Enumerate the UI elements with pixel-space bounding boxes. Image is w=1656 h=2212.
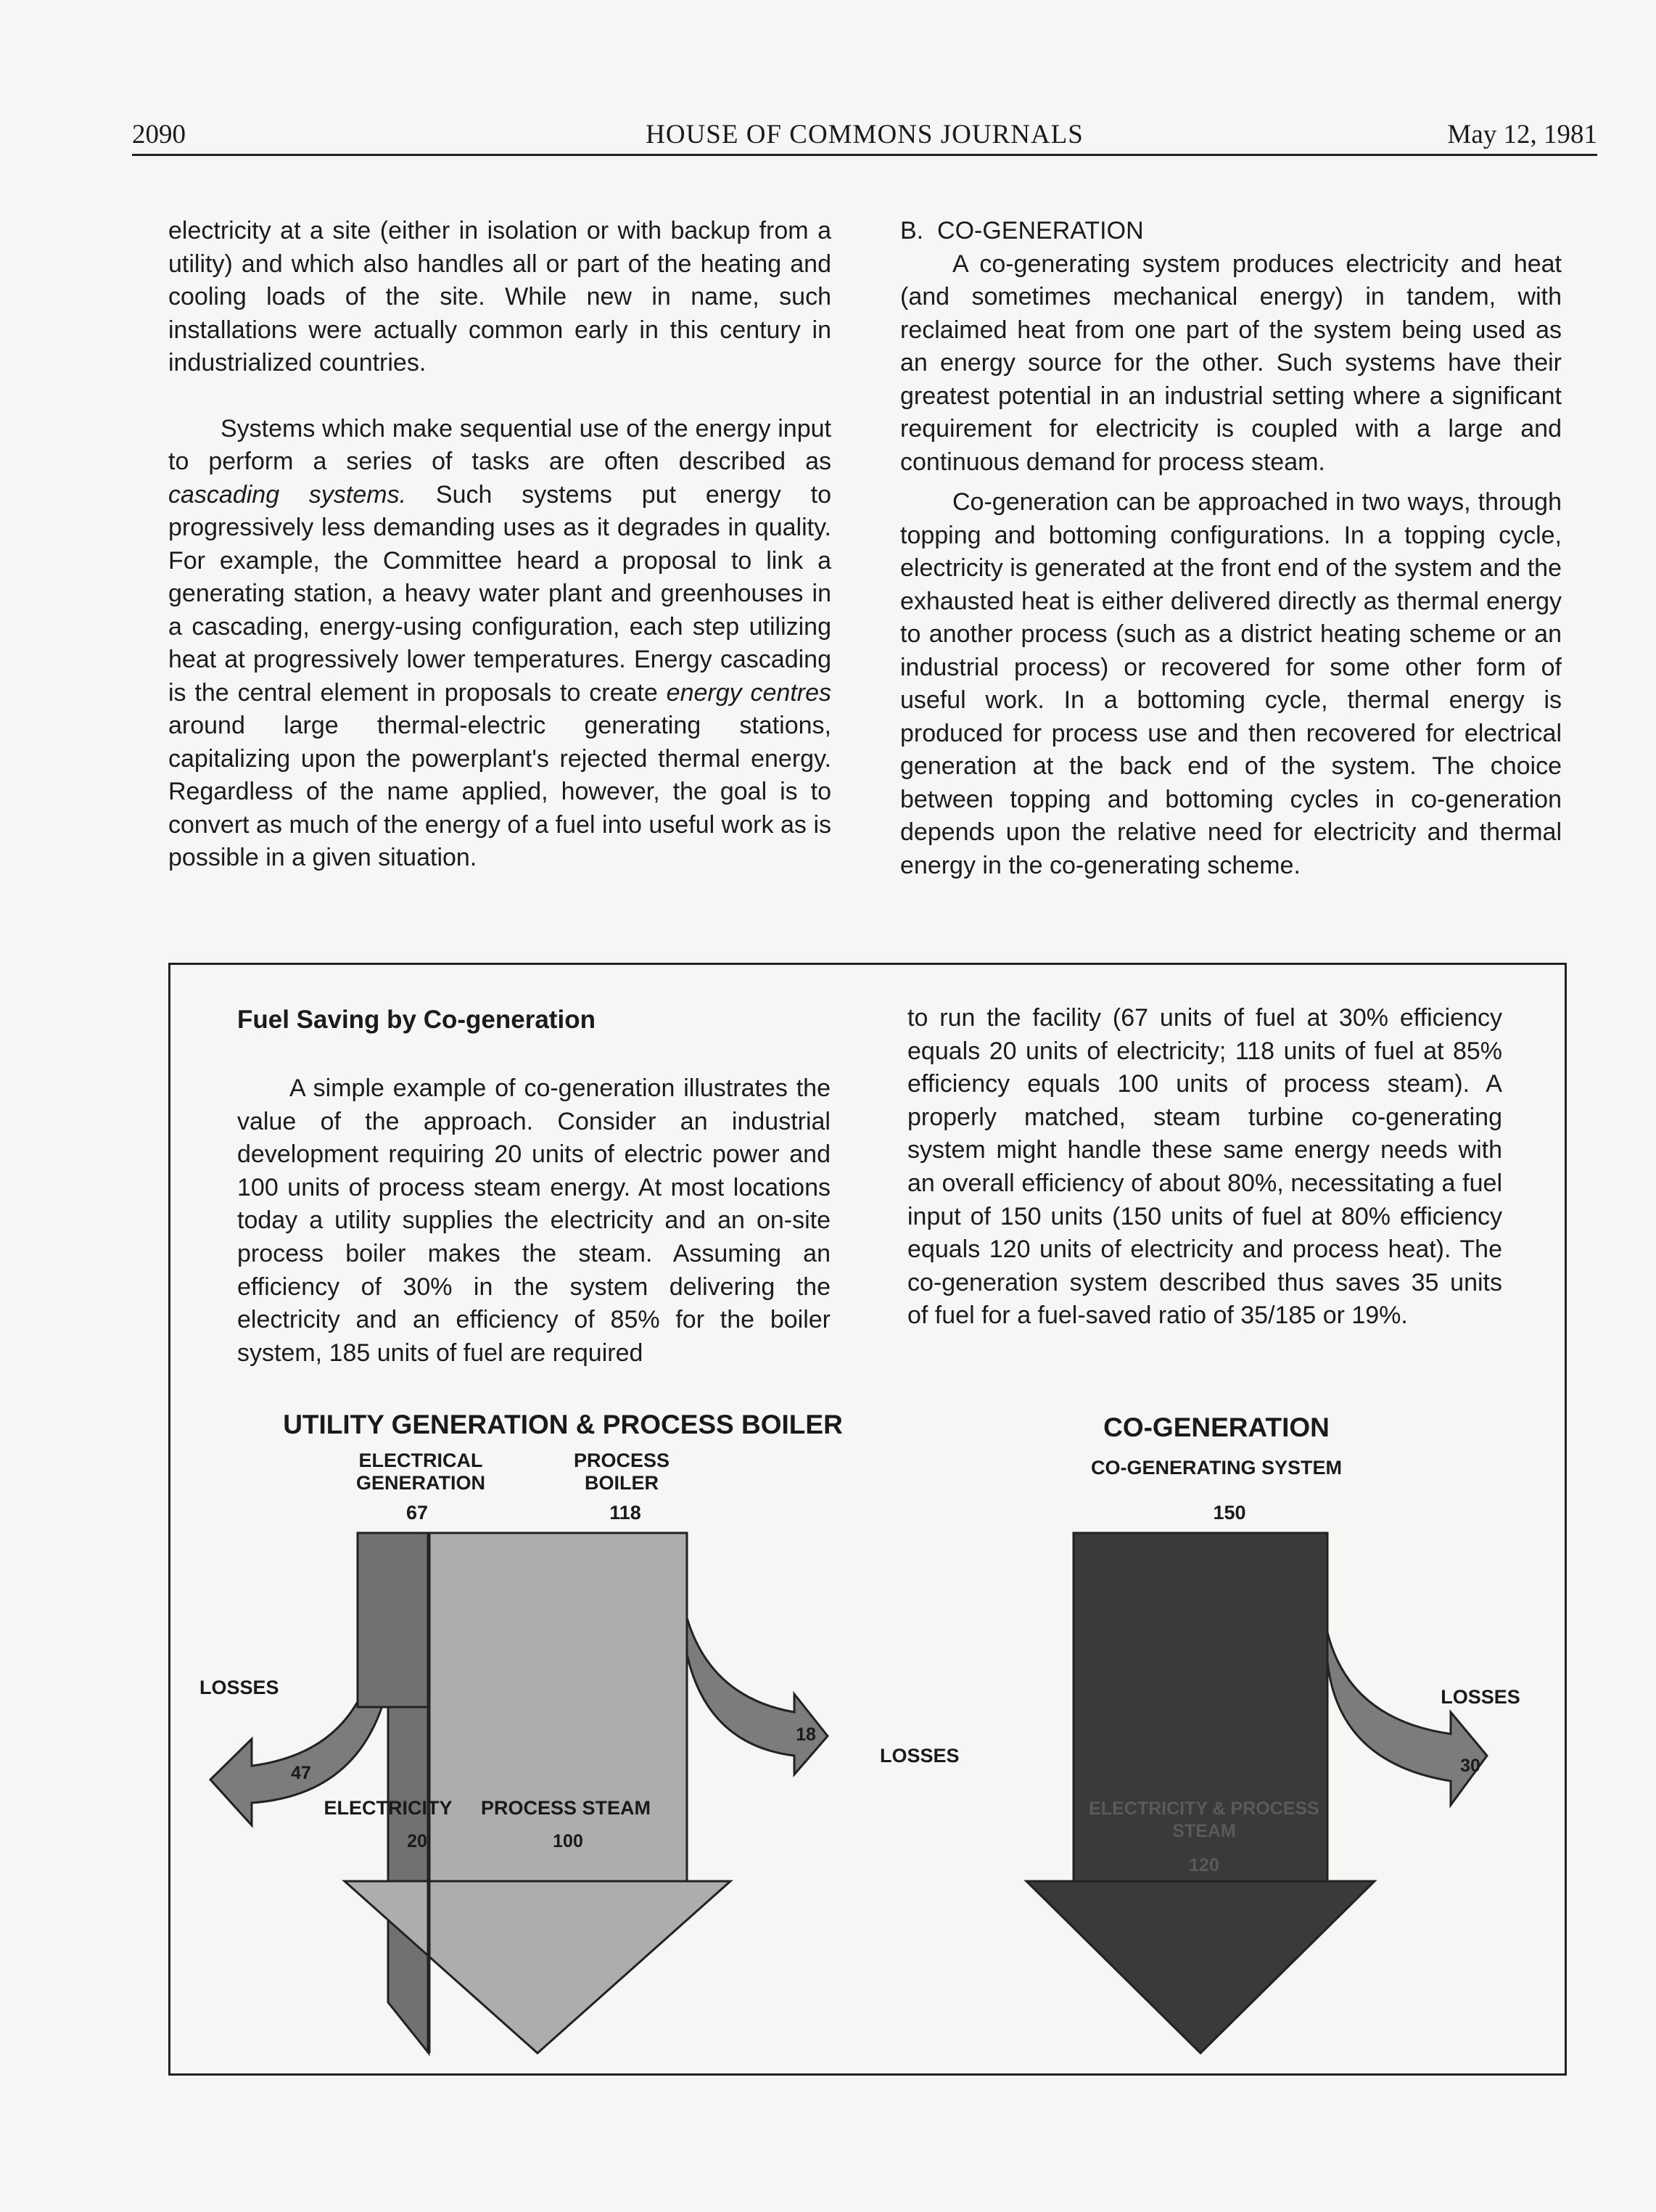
- process-steam-value: 100: [553, 1831, 583, 1851]
- page-number: 2090: [132, 120, 186, 149]
- left-column: [168, 215, 831, 875]
- cogeneration-diagram: [1026, 1413, 1520, 2053]
- left-losses-label: LOSSES: [199, 1677, 279, 1698]
- electrical-generation-value: 67: [405, 1502, 429, 1524]
- electricity-value: 20: [407, 1831, 427, 1851]
- left-paragraph-2-c: around large thermal-electric generating stations, capitalizing upon the powerplant's rejected thermal energy. Regardless of the name applied, however, the goal is to convert as much of the energy of a fuel into useful work as is possible in a given situation.: [168, 712, 831, 871]
- right-losses-value: 18: [796, 1724, 816, 1745]
- cogen-losses-value: 30: [1460, 1756, 1480, 1776]
- left-paragraph-2-a: Systems which make sequential use of the energy input to perform a series of tasks are often described as: [168, 414, 831, 475]
- right-paragraph-2: Co-generation can be approached in two ways, through topping and bottoming configurations. In a topping cycle, electricity is generated at the front end of the system and the exhausted heat is either delivered directly as thermal energy to another process (such as a district heating scheme or an industrial process) or recovered for some other form of useful work. In a bottoming cycle, thermal energy is produced for process use and then recovered for electrical generation at the back end of the system. The choice between topping and bottoming cycles in co-generation depends upon the relative need for electricity and thermal energy in the co-generating scheme.: [900, 488, 1562, 879]
- box-left-text: A simple example of co-generation illustrates the value of the approach. Consider an industrial development requiring 20 units of electric power and 100 units of process steam energy. At most locations today a utility supplies the electricity and an on-site process boiler makes the steam. Assuming an efficiency of 30% in the system delivering the electricity and an efficiency of 85% for the boiler system, 185 units of fuel are required: [237, 1074, 831, 1367]
- cogen-output-value: 120: [1189, 1855, 1219, 1875]
- box-title: Fuel Saving by Co-generation: [237, 1006, 596, 1034]
- process-boiler-label-2: BOILER: [584, 1472, 659, 1494]
- electric-band-top: [358, 1533, 429, 1707]
- process-boiler-label-1: PROCESS: [573, 1450, 670, 1471]
- energy-flow-diagrams: [170, 965, 1569, 2078]
- right-paragraph-1: A co-generating system produces electricity and heat (and sometimes mechanical energy) in tandem, with reclaimed heat from one part of the system being used as an energy source for the other. Such systems have their greatest potential in an industrial setting where a significant requirement for electricity is coupled with a large and continuous demand for process steam.: [900, 250, 1562, 476]
- cogenerating-system-label: CO-GENERATING SYSTEM: [1090, 1457, 1343, 1479]
- right-losses-arrow: [687, 1618, 828, 1775]
- process-boiler-value: 118: [609, 1502, 641, 1524]
- electrical-generation-label-2: GENERATION: [355, 1472, 486, 1494]
- section-heading: B. CO-GENERATION: [900, 217, 1144, 244]
- cogen-output-label-2: STEAM: [1172, 1821, 1236, 1841]
- journal-title: HOUSE OF COMMONS JOURNALS: [646, 120, 1084, 149]
- cogen-output-arrowhead: [1026, 1881, 1375, 2053]
- left-paragraph-2: [168, 413, 831, 875]
- electricity-label: ELECTRICITY: [324, 1797, 453, 1819]
- energy-centres-term: energy centres: [666, 678, 831, 707]
- steam-band: [429, 1533, 687, 1881]
- right-losses-label: LOSSES: [880, 1745, 960, 1767]
- electrical-generation-label-1: ELECTRICAL: [358, 1450, 483, 1471]
- box-right-text: to run the facility (67 units of fuel at 30% efficiency equals 20 units of electricity; 118 units of fuel at 85% efficiency equals 100 units of process steam). A properly matched, steam turbine co-generating system might handle these same energy needs with an overall efficiency of about 80%, necessitating a fuel input of 150 units (150 units of fuel at 80% efficiency equals 120 units of electricity and process heat). The co-generation system described thus saves 35 units of fuel for a fuel-saved ratio of 35/185 or 19%.: [907, 1004, 1502, 1330]
- page-header: [132, 116, 1597, 156]
- cascading-systems-term: cascading systems.: [168, 480, 407, 509]
- left-losses-value: 47: [291, 1763, 311, 1783]
- cogen-losses-arrow: [1327, 1632, 1487, 1805]
- cogen-output-label-1: ELECTRICITY & PROCESS: [1089, 1798, 1319, 1819]
- cogeneration-diagram-title: CO-GENERATION: [1103, 1413, 1330, 1442]
- left-paragraph-1: electricity at a site (either in isolation or with backup from a utility) and which also handles all or part of the heating and cooling loads of the site. While new in name, such installations were actually common early in this century in industrialized countries.: [168, 217, 831, 377]
- cogen-losses-label: LOSSES: [1441, 1686, 1520, 1708]
- utility-diagram-title: UTILITY GENERATION & PROCESS BOILER: [283, 1410, 843, 1439]
- left-paragraph-2-b: Such systems put energy to progressively less demanding uses as it degrades in quality. For example, the Committee heard a proposal to link a generating station, a heavy water plant and greenhouses in a cascading, energy-using configuration, each step utilizing heat at progressively lower temperatures. Energy cascading is the central element in proposals to create: [168, 480, 831, 707]
- right-column: [900, 215, 1562, 882]
- cogeneration-sidebar-box: [168, 963, 1567, 2076]
- cogenerating-system-value: 150: [1213, 1502, 1246, 1524]
- journal-date: May 12, 1981: [1447, 120, 1597, 149]
- process-steam-label: PROCESS STEAM: [480, 1797, 651, 1819]
- utility-diagram: [199, 1410, 960, 2053]
